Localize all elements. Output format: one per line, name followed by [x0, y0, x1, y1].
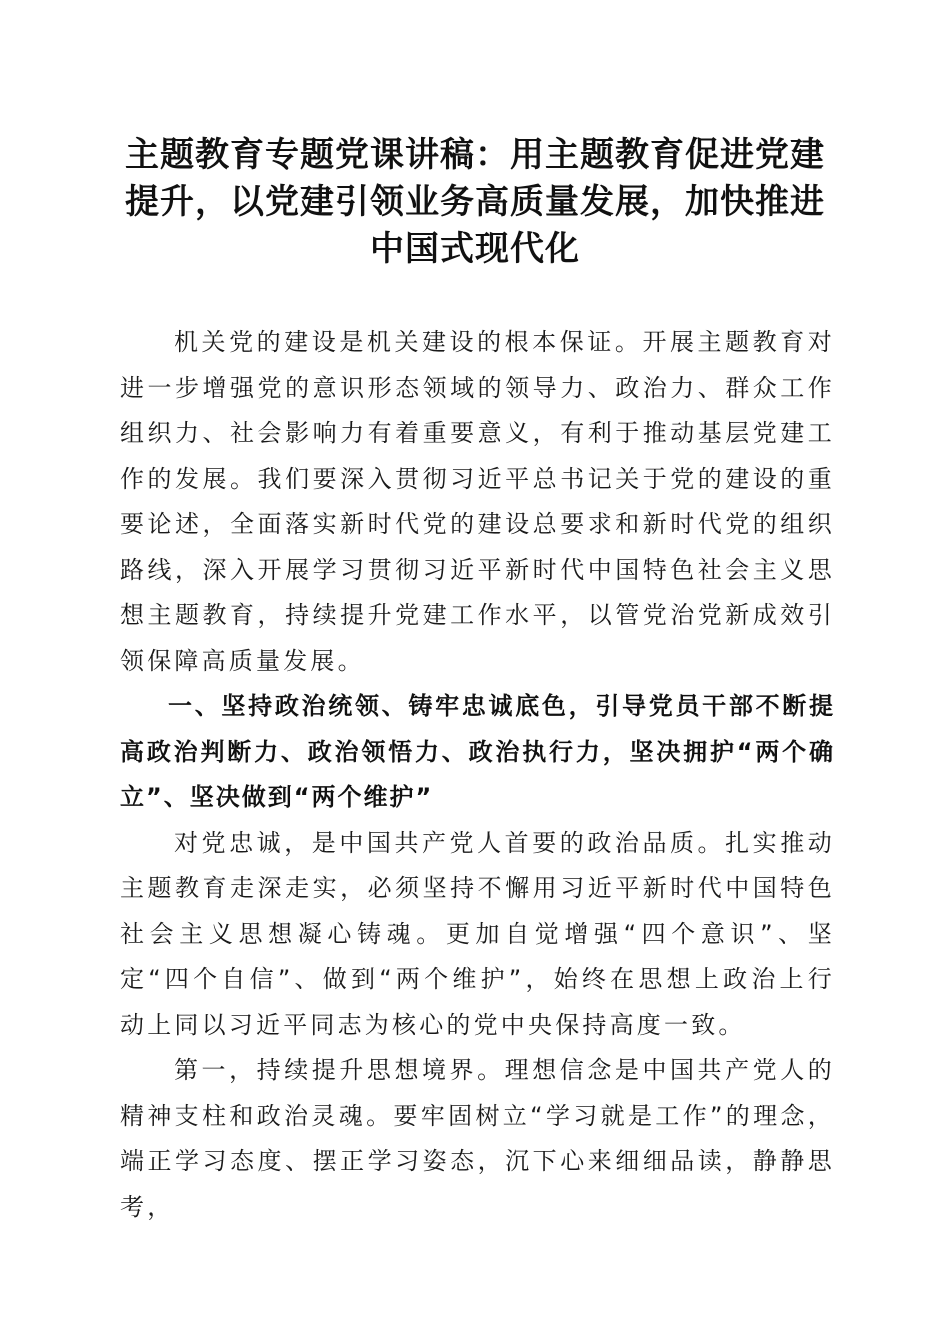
- document-title: [110, 132, 840, 273]
- section-heading-1: 一、坚持政治统领、铸牢忠诚底色，引导党员干部不断提高政治判断力、政治领悟力、政治执行力，坚决拥护“两个确立”、坚决做到“两个维护”: [120, 692, 835, 811]
- body-paragraph-1: 对党忠诚，是中国共产党人首要的政治品质。扎实推动主题教育走深走实，必须坚持不懈用习近平新时代中国特色社会主义思想凝心铸魂。更加自觉增强“四个意识”、坚定“四个自信”、做到“两个维护”，始终在思想上政治上行动上同以习近平同志为核心的党中央保持高度一致。: [120, 828, 835, 1039]
- document-body: [120, 320, 835, 1230]
- title-line-1: 主题教育专题党课讲稿：用主题教育促进党建: [125, 135, 825, 175]
- intro-paragraph: 机关党的建设是机关建设的根本保证。开展主题教育对进一步增强党的意识形态领域的领导力、政治力、群众工作组织力、社会影响力有着重要意义，有利于推动基层党建工作的发展。我们要深入贯彻习近平总书记关于党的建设的重要论述，全面落实新时代党的建设总要求和新时代党的组织路线，深入开展学习贯彻习近平新时代中国特色社会主义思想主题教育，持续提升党建工作水平，以管党治党新成效引领保障高质量发展。: [120, 328, 835, 675]
- title-line-3: 中国式现代化: [370, 229, 580, 269]
- title-line-2: 提升，以党建引领业务高质量发展，加快推进: [125, 182, 825, 222]
- body-paragraph-2: 第一，持续提升思想境界。理想信念是中国共产党人的精神支柱和政治灵魂。要牢固树立“学习就是工作”的理念，端正学习态度、摆正学习姿态，沉下心来细细品读，静静思考，: [120, 1056, 835, 1221]
